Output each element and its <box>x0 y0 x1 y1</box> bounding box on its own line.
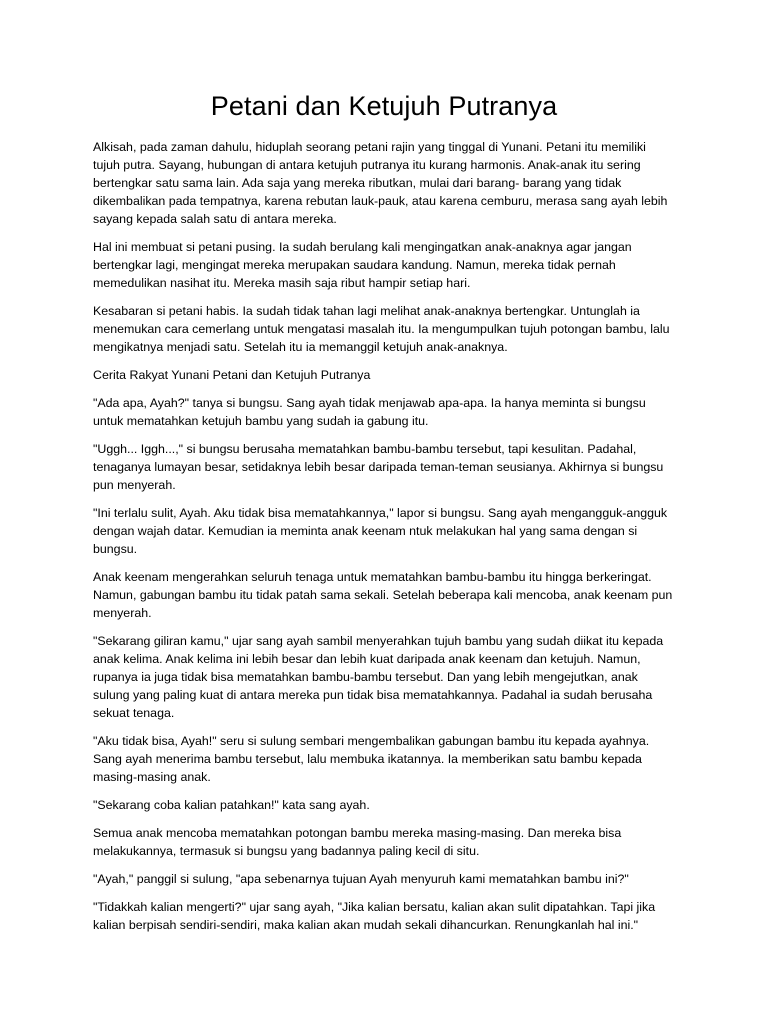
paragraph: "Sekarang giliran kamu," ujar sang ayah sambil menyerahkan tujuh bambu yang sudah diikat itu kepada anak kelima. Anak kelima ini lebih besar dan lebih kuat daripada anak keenam dan ketujuh. Namun, rupanya ia juga tidak bisa mematahkan bambu-bambu tersebut. Dan yang lebih mengejutkan, anak sulung yang paling kuat di antara mereka pun tidak bisa mematahkannya. Padahal ia sudah berusaha sekuat tenaga. <box>93 634 664 720</box>
paragraph: Kesabaran si petani habis. Ia sudah tidak tahan lagi melihat anak-anaknya bertengkar. Untunglah ia menemukan cara cemerlang untuk mengatasi masalah itu. Ia mengumpulkan tujuh potongan bambu, lalu mengikatnya menjadi satu. Setelah itu ia memanggil ketujuh anak-anaknya. <box>93 304 670 354</box>
paragraph: Hal ini membuat si petani pusing. Ia sudah berulang kali mengingatkan anak-anaknya agar jangan bertengkar lagi, mengingat mereka merupakan saudara kandung. Namun, mereka tidak pernah memedulikan nasihat itu. Mereka masih saja ribut hampir setiap hari. <box>93 240 632 290</box>
paragraph: Alkisah, pada zaman dahulu, hiduplah seorang petani rajin yang tinggal di Yunani. Petani itu memiliki tujuh putra. Sayang, hubungan di antara ketujuh putranya itu kurang harmonis. Anak-anak itu sering bertengkar satu sama lain. Ada saja yang mereka ributkan, mulai dari barang- barang yang tidak dikembalikan pada tempatnya, karena rebutan lauk-pauk, atau karena cemburu, merasa sang ayah lebih sayang kepada salah satu di antara mereka. <box>93 140 668 226</box>
paragraph: Semua anak mencoba mematahkan potongan bambu mereka masing-masing. Dan mereka bisa melakukannya, termasuk si bungsu yang badannya paling kecil di situ. <box>93 826 622 858</box>
paragraph: "Uggh... Iggh...," si bungsu berusaha mematahkan bambu-bambu tersebut, tapi kesulitan. Padahal, tenaganya lumayan besar, setidaknya lebih besar daripada teman-teman seusianya. Akhirnya si bungsu pun menyerah. <box>93 442 664 492</box>
document-page <box>93 86 675 944</box>
document-title: Petani dan Ketujuh Putranya <box>210 91 558 121</box>
paragraph: "Ada apa, Ayah?" tanya si bungsu. Sang ayah tidak menjawab apa-apa. Ia hanya meminta si bungsu untuk mematahkan ketujuh bambu yang sudah ia gabung itu. <box>93 396 646 428</box>
paragraph: "Ini terlalu sulit, Ayah. Aku tidak bisa mematahkannya," lapor si bungsu. Sang ayah mengangguk-angguk dengan wajah datar. Kemudian ia meminta anak keenam ntuk melakukan hal yang sama dengan si bungsu. <box>93 506 668 556</box>
section-heading: Cerita Rakyat Yunani Petani dan Ketujuh Putranya <box>93 368 371 382</box>
paragraph: "Ayah," panggil si sulung, "apa sebenarnya tujuan Ayah menyuruh kami mematahkan bambu ini?" <box>93 872 629 886</box>
paragraph: "Aku tidak bisa, Ayah!" seru si sulung sembari mengembalikan gabungan bambu itu kepada ayahnya. Sang ayah menerima bambu tersebut, lalu membuka ikatannya. Ia memberikan satu bambu kepada masing-masing anak. <box>93 734 650 784</box>
paragraph: Anak keenam mengerahkan seluruh tenaga untuk mematahkan bambu-bambu itu hingga berkeringat. Namun, gabungan bambu itu tidak patah sama sekali. Setelah beberapa kali mencoba, anak keenam pun menyerah. <box>93 570 673 620</box>
paragraph: "Tidakkah kalian mengerti?" ujar sang ayah, "Jika kalian bersatu, kalian akan sulit dipatahkan. Tapi jika kalian berpisah sendiri-sendiri, maka kalian akan mudah sekali dihancurkan. Renungkanlah hal ini." <box>93 900 656 932</box>
paragraph: "Sekarang coba kalian patahkan!" kata sang ayah. <box>93 798 370 812</box>
